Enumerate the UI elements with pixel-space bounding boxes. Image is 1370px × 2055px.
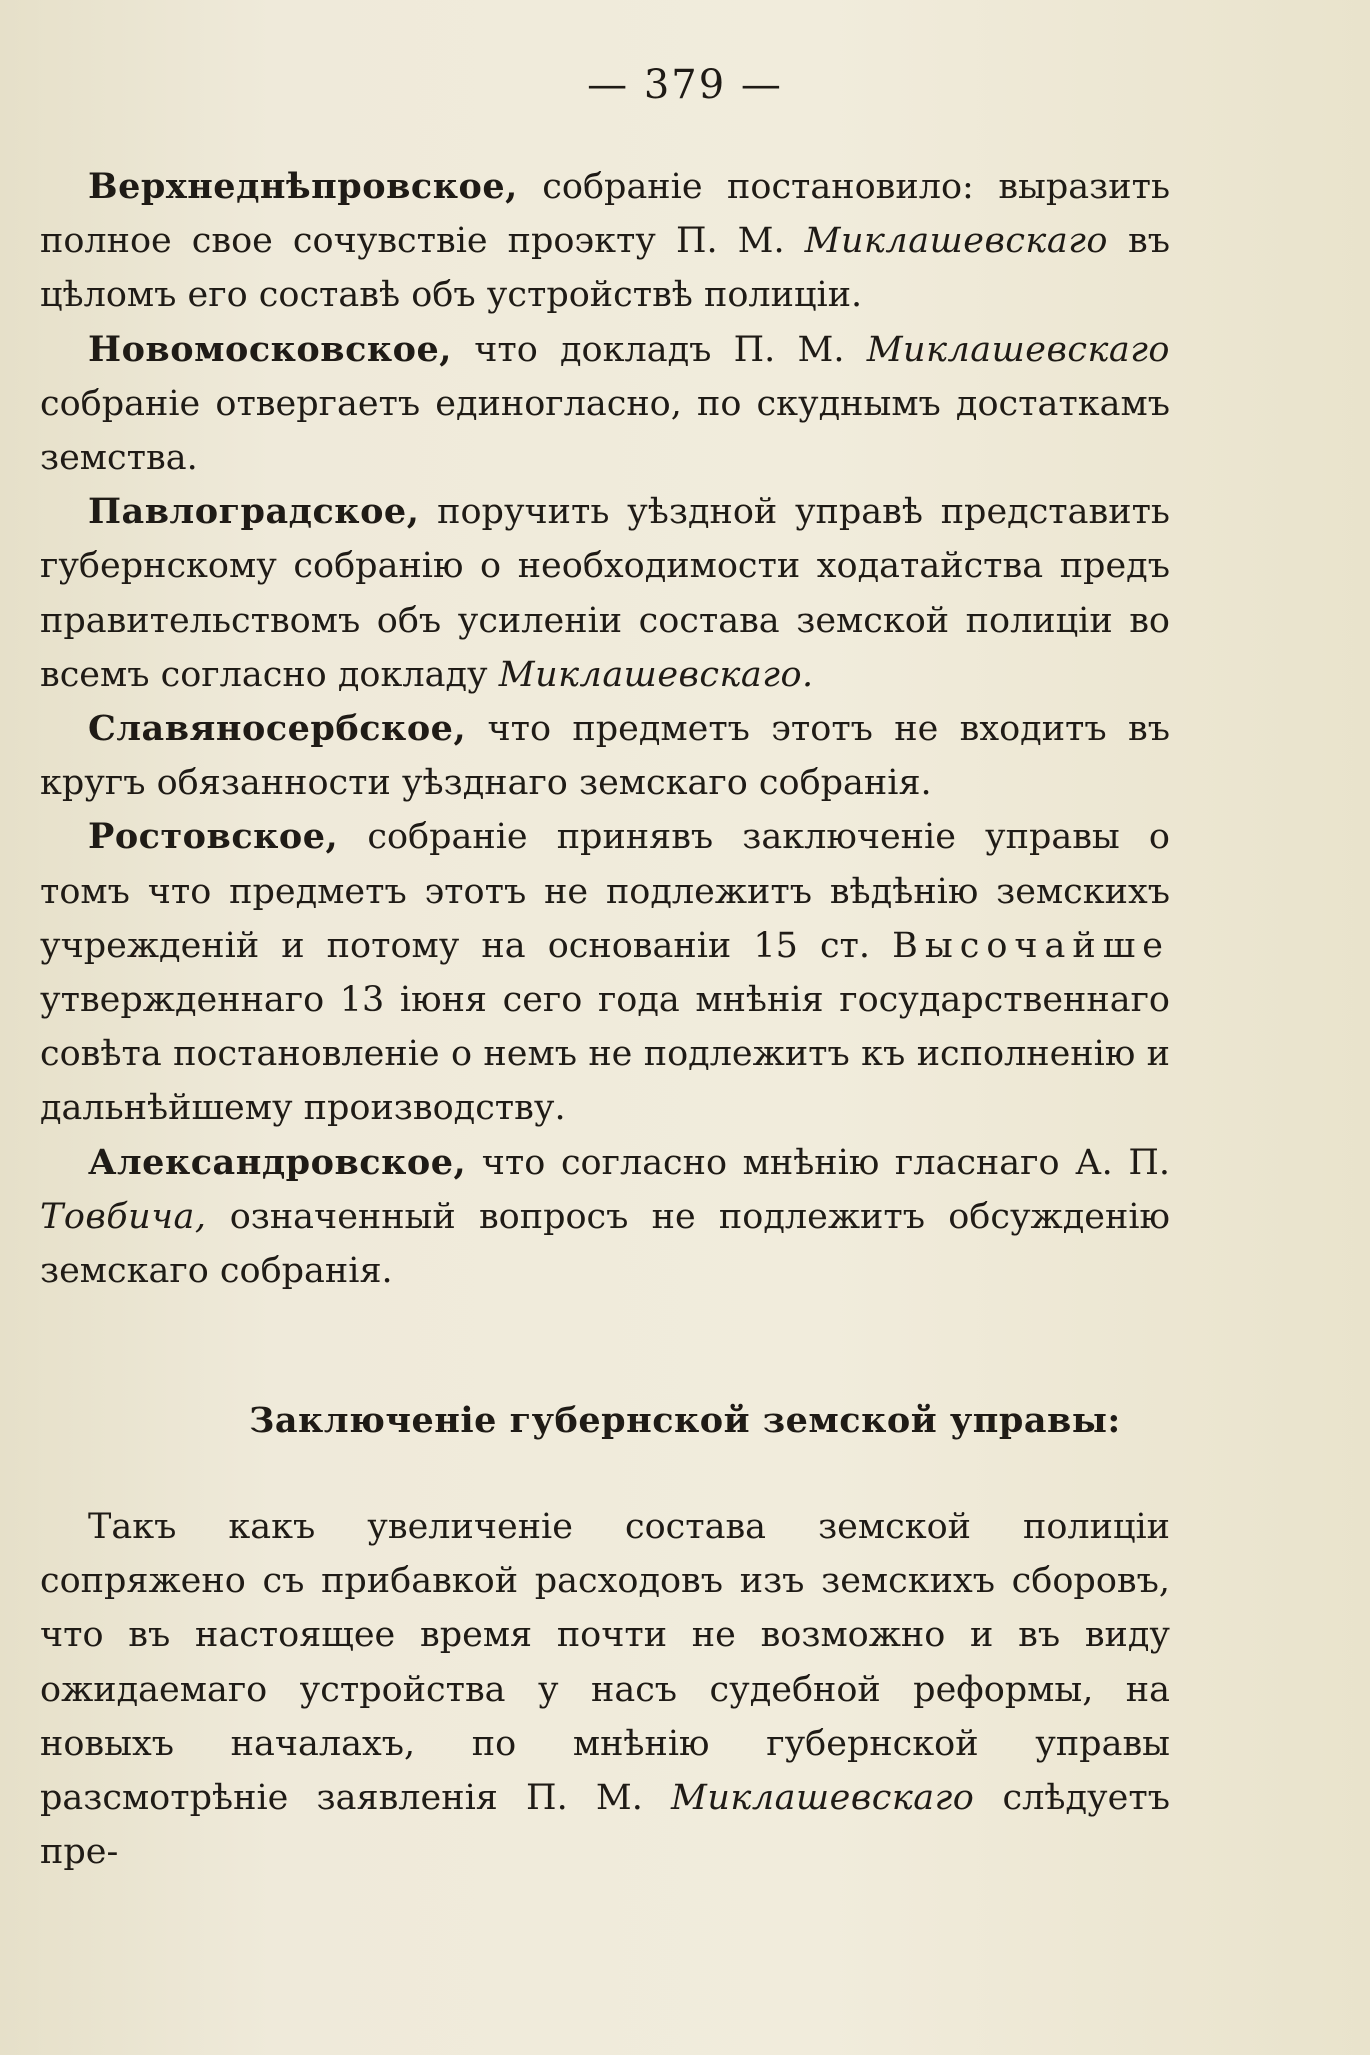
page-number: — 379 — bbox=[587, 62, 783, 108]
district-name: Ростовское, bbox=[88, 816, 339, 858]
paragraph-aleksandrovskoe bbox=[40, 1136, 1170, 1299]
paragraph-text: въ цѣломъ его составѣ объ устройствѣ полиціи. bbox=[40, 221, 1170, 316]
italic-name: Миклашевскаго bbox=[804, 221, 1108, 262]
paragraph-pavlogradskoe bbox=[40, 485, 1170, 702]
paragraph-text: слѣдуетъ пре- bbox=[40, 1778, 1170, 1873]
district-name: Верхнеднѣпровское, bbox=[88, 166, 518, 207]
conclusion-text bbox=[40, 1500, 1170, 1879]
district-name: Новомосковское, bbox=[88, 328, 452, 370]
paragraph-text: что предметъ этотъ не входитъ въ кругъ обязанности уѣзднаго земскаго собранія. bbox=[40, 709, 1170, 804]
paragraph-novomoskovskoe bbox=[40, 323, 1170, 486]
paragraph-rostovskoe bbox=[40, 810, 1170, 1135]
paragraph-conclusion bbox=[40, 1500, 1170, 1879]
italic-name: Миклашевскаго. bbox=[498, 654, 814, 695]
paragraph-slavyanoserbskoe bbox=[40, 702, 1170, 810]
paragraph-text: собраніе постановило: выразить полное свое сочувствіе проэкту П. М. bbox=[40, 167, 1170, 262]
italic-name: Товбича, bbox=[40, 1196, 207, 1237]
paragraph-text: поручить уѣздной управѣ представить губернскому собранію о необходимости ходатайства предъ правительствомъ объ усиленіи состава земской полиціи во всемъ согласно докладу bbox=[40, 492, 1170, 695]
paragraph-text: собраніе отвергаетъ единогласно, по скуднымъ достаткамъ земства. bbox=[40, 383, 1170, 479]
italic-name: Миклашевскаго bbox=[866, 329, 1170, 370]
district-name: Павлоградское, bbox=[88, 491, 420, 533]
paragraph-text: собраніе принявъ заключеніе управы о томъ что предметъ этотъ не подлежитъ вѣдѣнію земскихъ учрежденій и потому на основаніи 15 ст. bbox=[40, 817, 1170, 966]
district-name: Славяносербское, bbox=[88, 708, 467, 750]
section-heading: Заключеніе губернской земской управы: bbox=[249, 1400, 1121, 1441]
paragraph-text: означенный вопросъ не подлежитъ обсужденію земскаго собранія. bbox=[40, 1196, 1170, 1292]
paragraph-text: утвержденнаго 13 іюня сего года мнѣнія государственнаго совѣта постановленіе о немъ не подлежитъ къ исполненію и дальнѣйшему производству. bbox=[40, 980, 1170, 1129]
paragraph-text: что докладъ П. М. bbox=[451, 329, 867, 370]
spaced-word: Высочайше bbox=[892, 925, 1170, 966]
paragraph-text: что согласно мнѣнію гласнаго А. П. bbox=[466, 1142, 1170, 1183]
paragraph-text: Такъ какъ увеличеніе состава земской полиціи сопряжено съ прибавкой расходовъ изъ земскихъ сборовъ, что въ настоящее время почти не возможно и въ виду ожидаемаго устройства у насъ судебной реформы, на новыхъ началахъ, по мнѣнію губернской управы разсмотрѣніе заявленія П. М. bbox=[40, 1507, 1170, 1819]
body-text bbox=[40, 160, 1170, 1298]
italic-name: Миклашевскаго bbox=[671, 1778, 975, 1819]
district-name: Александровское, bbox=[88, 1141, 467, 1183]
paragraph-verkhnedneprovskoe bbox=[40, 160, 1170, 323]
